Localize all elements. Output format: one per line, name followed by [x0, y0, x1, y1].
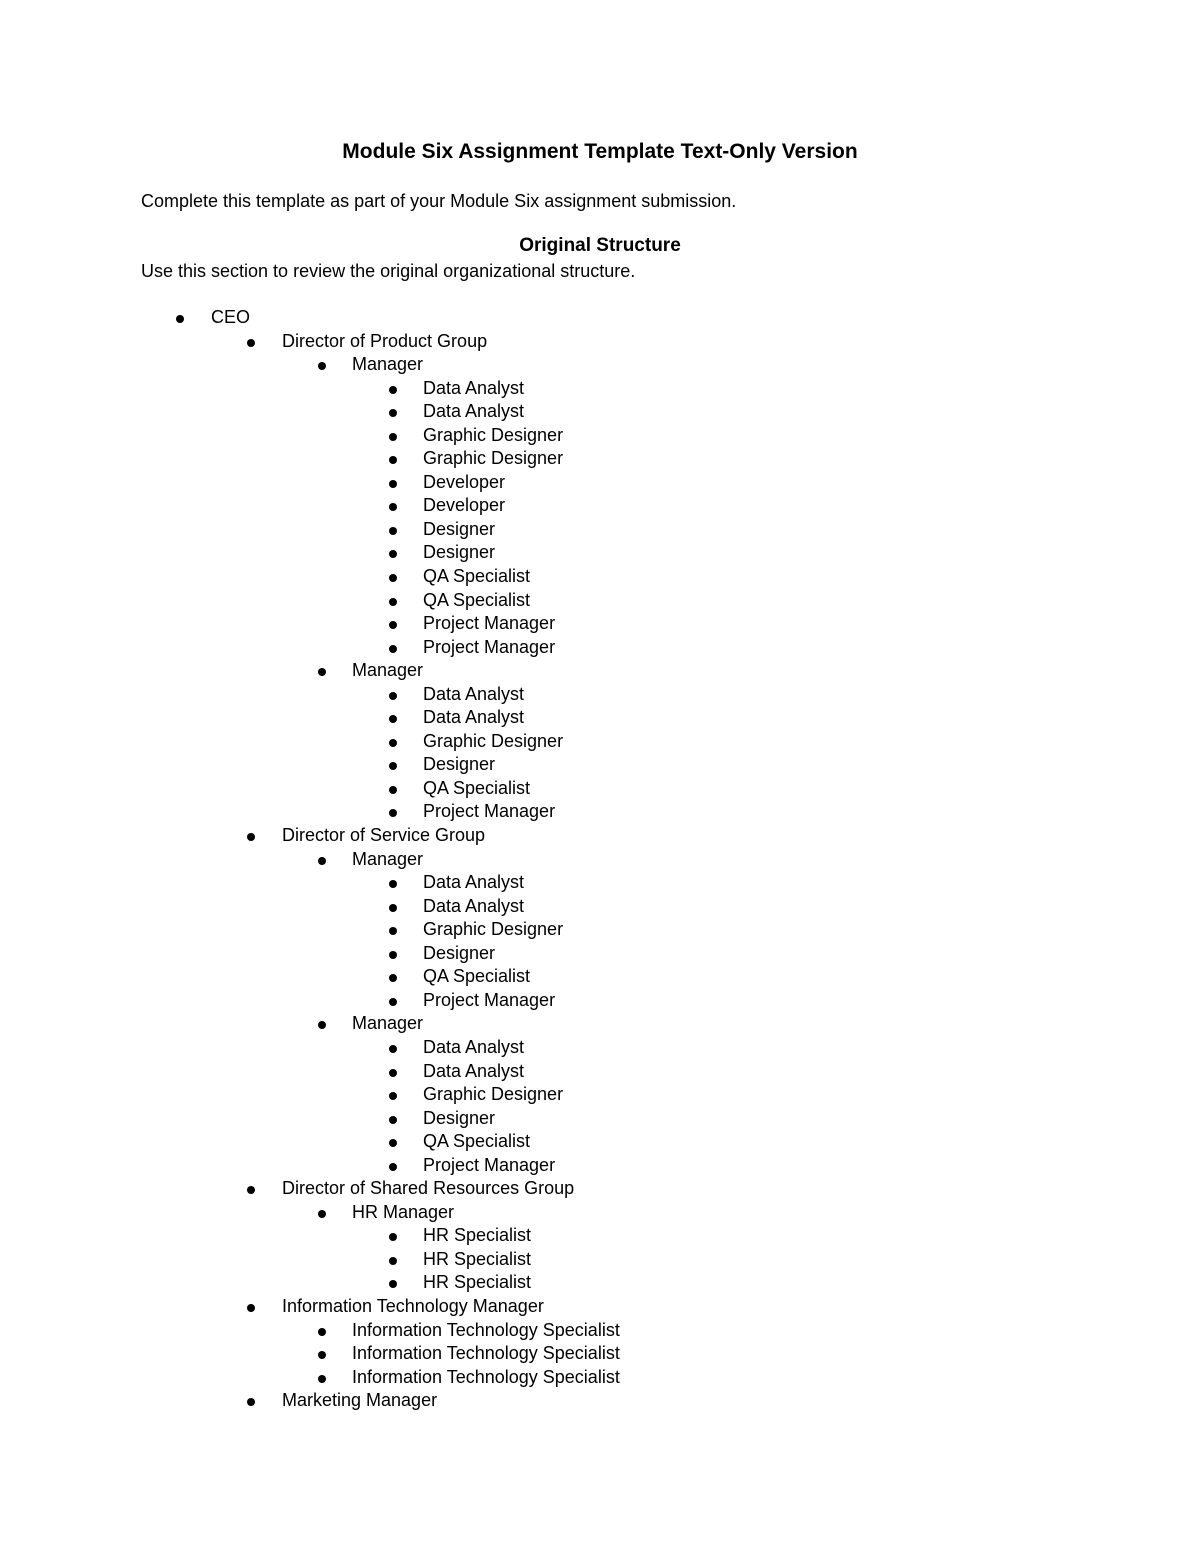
bullet-icon	[389, 998, 397, 1006]
bullet-icon	[389, 927, 397, 935]
bullet-icon	[389, 550, 397, 558]
bullet-icon	[247, 1304, 255, 1312]
org-tree-item-label: Project Manager	[423, 613, 556, 634]
org-tree-item-label: Graphic Designer	[423, 424, 564, 445]
section-description: Use this section to review the original organizational structure.	[141, 261, 636, 281]
org-tree-item-label: QA Specialist	[423, 589, 531, 610]
bullet-icon	[318, 362, 326, 370]
bullet-icon	[389, 739, 397, 747]
bullet-icon	[389, 456, 397, 464]
bullet-icon	[389, 1092, 397, 1100]
org-tree-item-label: Manager	[352, 354, 424, 375]
org-tree-item-label: Data Analyst	[423, 872, 525, 893]
org-tree-item-label: Data Analyst	[423, 377, 525, 398]
bullet-icon	[389, 386, 397, 394]
org-tree-item-label: HR Manager	[352, 1201, 455, 1222]
bullet-icon	[389, 1257, 397, 1265]
bullet-icon	[318, 1210, 326, 1218]
document-title: Module Six Assignment Template Text-Only Version	[342, 140, 858, 163]
bullet-icon	[389, 762, 397, 770]
org-tree-item-label: Graphic Designer	[423, 730, 564, 751]
bullet-icon	[389, 527, 397, 535]
org-tree-item-label: Graphic Designer	[423, 919, 564, 940]
org-tree-item-label: Director of Service Group	[282, 825, 486, 846]
bullet-icon	[389, 1045, 397, 1053]
bullet-icon	[389, 621, 397, 629]
section-heading: Original Structure	[519, 235, 681, 256]
org-tree-item-label: Designer	[423, 542, 496, 563]
org-tree-item-label: Information Technology Specialist	[352, 1366, 620, 1387]
org-tree-item-label: Director of Product Group	[282, 330, 488, 351]
org-tree-item-label: Developer	[423, 471, 506, 492]
org-tree-item-label: Director of Shared Resources Group	[282, 1178, 575, 1199]
org-tree-item-label: QA Specialist	[423, 777, 531, 798]
bullet-icon	[389, 880, 397, 888]
org-tree-item-label: Project Manager	[423, 1154, 556, 1175]
bullet-icon	[318, 1351, 326, 1359]
org-tree-item-label: HR Specialist	[423, 1272, 532, 1293]
bullet-icon	[389, 480, 397, 488]
bullet-icon	[389, 974, 397, 982]
org-tree-item-label: Marketing Manager	[282, 1390, 438, 1411]
bullet-icon	[389, 1116, 397, 1124]
bullet-icon	[389, 1280, 397, 1288]
org-tree-item-label: QA Specialist	[423, 966, 531, 987]
org-tree-item-label: Data Analyst	[423, 683, 525, 704]
org-tree-item-label: Data Analyst	[423, 895, 525, 916]
bullet-icon	[318, 1328, 326, 1336]
org-tree-item-label: Graphic Designer	[423, 1084, 564, 1105]
org-tree-item-label: Designer	[423, 1107, 496, 1128]
org-tree-item-label: Manager	[352, 1013, 424, 1034]
bullet-icon	[389, 574, 397, 582]
bullet-icon	[247, 1398, 255, 1406]
org-tree-item-label: Developer	[423, 495, 506, 516]
org-tree-item-label: Information Technology Manager	[282, 1295, 544, 1316]
org-tree-item-label: Designer	[423, 518, 496, 539]
bullet-icon	[247, 1186, 255, 1194]
org-tree-item-label: Data Analyst	[423, 707, 525, 728]
bullet-icon	[247, 339, 255, 347]
org-tree-item-label: Data Analyst	[423, 1036, 525, 1057]
org-tree-item-label: Data Analyst	[423, 1060, 525, 1081]
bullet-icon	[389, 692, 397, 700]
bullet-icon	[176, 315, 184, 323]
bullet-icon	[389, 809, 397, 817]
org-tree-item-label: CEO	[211, 307, 251, 327]
org-tree-item-label: Manager	[352, 660, 424, 681]
bullet-icon	[389, 433, 397, 441]
org-tree-item-label: Graphic Designer	[423, 448, 564, 469]
org-tree-item-label: Data Analyst	[423, 401, 525, 422]
org-tree-item-label: HR Specialist	[423, 1225, 532, 1246]
bullet-icon	[389, 1139, 397, 1147]
bullet-icon	[318, 857, 326, 865]
org-tree-item-label: Project Manager	[423, 989, 556, 1010]
org-tree-item-label: Information Technology Specialist	[352, 1343, 620, 1364]
bullet-icon	[389, 715, 397, 723]
bullet-icon	[318, 1375, 326, 1383]
org-tree-item-label: QA Specialist	[423, 566, 531, 587]
bullet-icon	[389, 409, 397, 417]
bullet-icon	[389, 951, 397, 959]
org-tree-item-label: Project Manager	[423, 636, 556, 657]
bullet-icon	[389, 1069, 397, 1077]
org-tree-item-label: HR Specialist	[423, 1248, 532, 1269]
org-tree-item-label: Designer	[423, 942, 496, 963]
org-tree-item-label: Information Technology Specialist	[352, 1319, 620, 1340]
org-tree-item-label: Manager	[352, 848, 424, 869]
bullet-icon	[318, 668, 326, 676]
bullet-icon	[389, 904, 397, 912]
bullet-icon	[389, 786, 397, 794]
org-tree-item-label: Designer	[423, 754, 496, 775]
bullet-icon	[389, 598, 397, 606]
org-tree-item-label: QA Specialist	[423, 1131, 531, 1152]
bullet-icon	[389, 503, 397, 511]
bullet-icon	[389, 1233, 397, 1241]
org-tree-item-label: Project Manager	[423, 801, 556, 822]
bullet-icon	[318, 1021, 326, 1029]
bullet-icon	[389, 645, 397, 653]
intro-text: Complete this template as part of your Module Six assignment submission.	[141, 191, 737, 211]
bullet-icon	[389, 1163, 397, 1171]
bullet-icon	[247, 833, 255, 841]
